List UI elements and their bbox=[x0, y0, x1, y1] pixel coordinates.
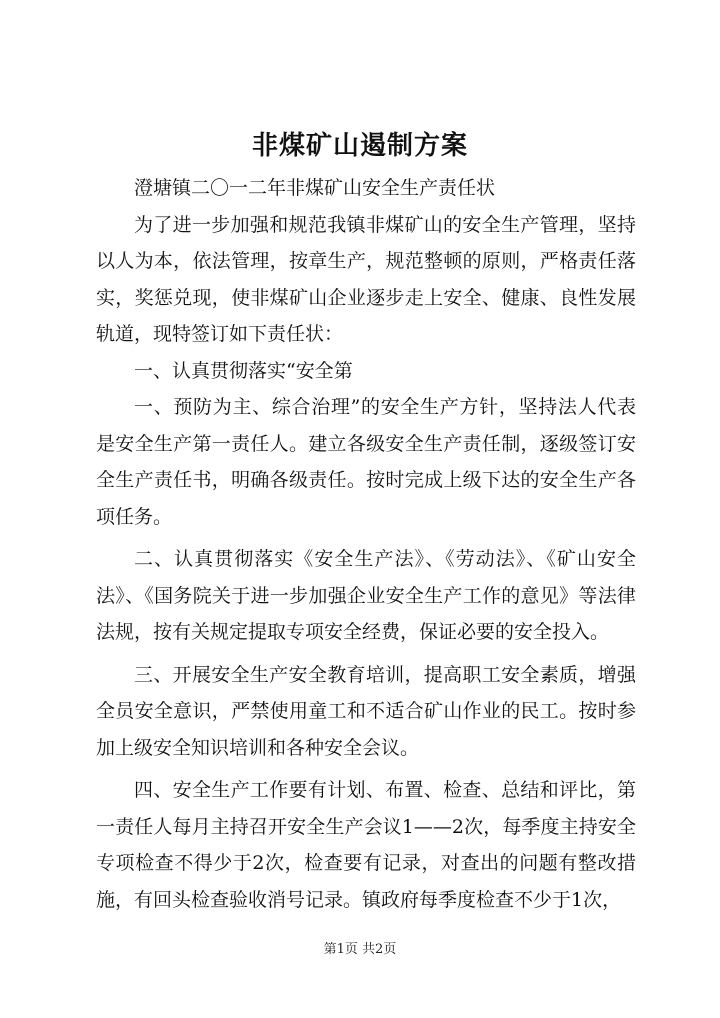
paragraph-item-3: 三、开展安全生产安全教育培训，提高职工安全素质，增强全员安全意识，严禁使用童工和不适合矿山作业的民工。按时参加上级安全知识培训和各种安全会议。 bbox=[96, 663, 636, 759]
paragraph-intro: 为了进一步加强和规范我镇非煤矿山的安全生产管理，坚持以人为本，依法管理，按章生产，规范整顿的原则，严格责任落实，奖惩兑现，使非煤矿山企业逐步走上安全、健康、良性发展轨道，现特签订如下责任状： bbox=[96, 213, 636, 345]
paragraph-item-1-heading: 一、认真贯彻落实“安全第 bbox=[134, 359, 353, 382]
paragraph-item-1-body: 一、预防为主、综合治理”的安全生产方针，坚持法人代表是安全生产第一责任人。建立各级安全生产责任制，逐级签订安全生产责任书，明确各级责任。按时完成上级下达的安全生产各项任务。 bbox=[96, 396, 636, 528]
page-footer: 第1页 共2页 bbox=[323, 942, 397, 957]
document-title: 非煤矿山遏制方案 bbox=[251, 131, 468, 161]
paragraph-item-2: 二、认真贯彻落实《安全生产法》、《劳动法》、《矿山安全法》、《国务院关于进一步加强企业安全生产工作的意见》等法律法规，按有关规定提取专项安全经费，保证必要的安全投入。 bbox=[96, 548, 636, 643]
paragraph-subtitle: 澄塘镇二〇一二年非煤矿山安全生产责任状 bbox=[134, 177, 496, 199]
paragraph-item-4: 四、安全生产工作要有计划、布置、检查、总结和评比，第一责任人每月主持召开安全生产会议1——2次，每季度主持安全专项检查不得少于2次，检查要有记录，对查出的问题有整改措施，有回头检查验收消号记录。镇政府每季度检查不少于1次， bbox=[96, 779, 636, 911]
document-body bbox=[96, 170, 636, 918]
